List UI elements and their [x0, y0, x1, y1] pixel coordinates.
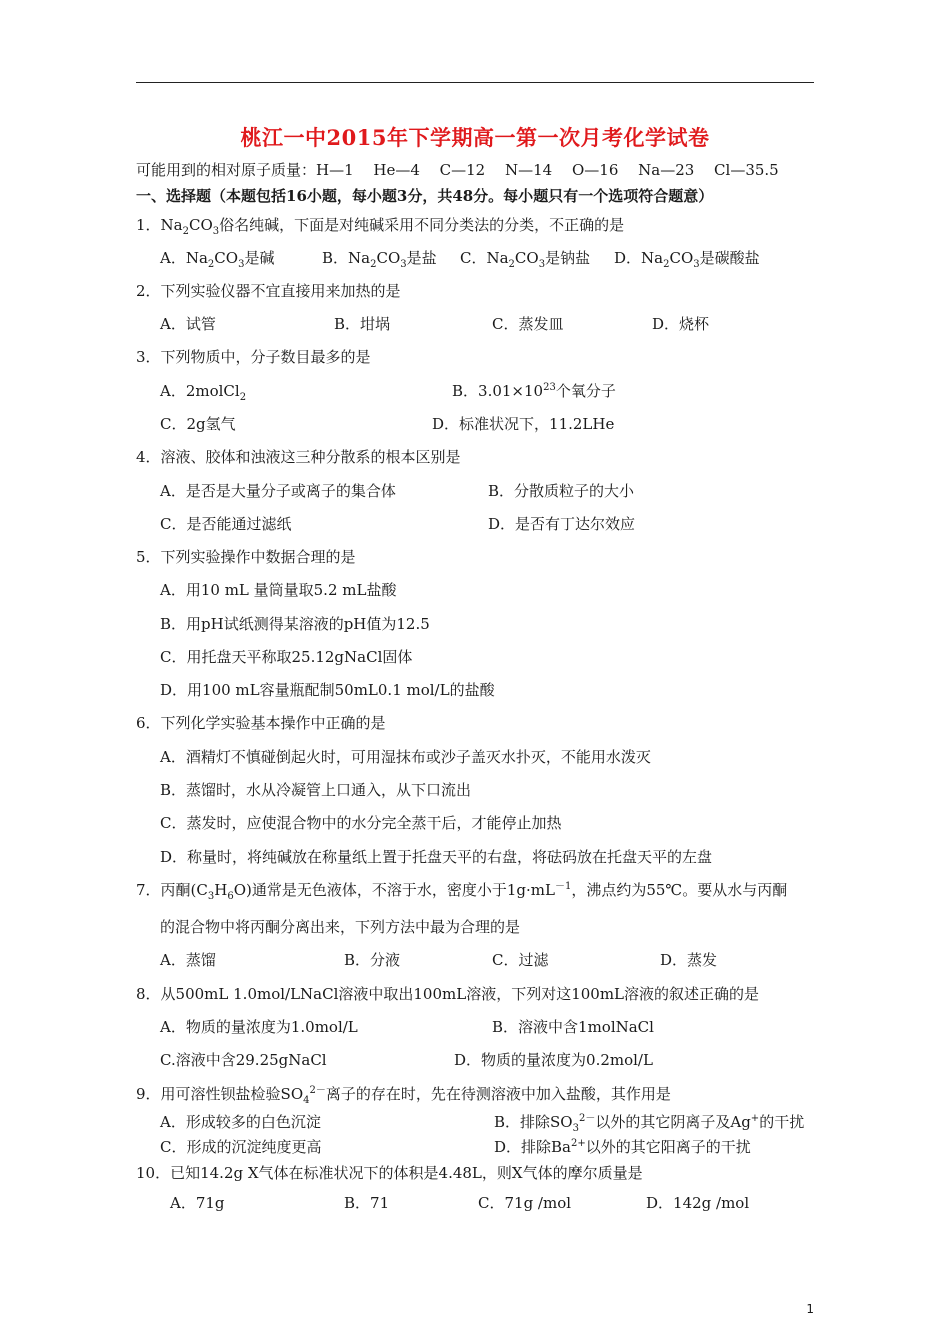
q4-option-b[interactable]: B．分散质粒子的大小 — [488, 482, 635, 500]
q6-stem: 6．下列化学实验基本操作中正确的是 — [136, 714, 386, 732]
q2-option-c[interactable]: C．蒸发皿 — [492, 315, 564, 333]
q9-stem: 9．用可溶性钡盐检验$SO_4^{2-}$离子的存在时，先在待测溶液中加入盐酸，其作用是 — [136, 1085, 671, 1106]
atomic-masses: 可能用到的相对原子质量：H—1 He—4 C—12 N—14 O—16 Na—23 Cl—35.5 — [136, 161, 779, 179]
q3-option-b[interactable]: B．$3.01\times 10^{23}$个氧分子 — [452, 382, 616, 400]
header-rule — [136, 82, 814, 83]
q6-option-b[interactable]: B．蒸馏时，水从冷凝管上口通入，从下口流出 — [160, 781, 472, 799]
q6-option-d[interactable]: D．称量时，将纯碱放在称量纸上置于托盘天平的右盘，将砝码放在托盘天平的左盘 — [160, 848, 713, 866]
q5-option-a[interactable]: A．用10 mL 量筒量取5.2 mL盐酸 — [160, 581, 397, 599]
q2-option-b[interactable]: B．坩埚 — [334, 315, 391, 333]
q8-stem: 8．从500mL 1.0mol/LNaCl溶液中取出100mL溶液，下列对这100mL溶液的叙述正确的是 — [136, 985, 760, 1003]
q1-option-c[interactable]: C．$Na_2CO_3$是钠盐 — [460, 249, 591, 270]
q4-option-d[interactable]: D．是否有丁达尔效应 — [488, 515, 636, 533]
q10-option-c[interactable]: C．71g /mol — [478, 1194, 572, 1212]
q1-stem: 1．$Na_2CO_3$俗名纯碱，下面是对纯碱采用不同分类法的分类，不正确的是 — [136, 216, 625, 237]
q10-option-a[interactable]: A．71g — [170, 1194, 225, 1212]
q7-option-c[interactable]: C．过滤 — [492, 951, 549, 969]
q6-option-c[interactable]: C．蒸发时，应使混合物中的水分完全蒸干后，才能停止加热 — [160, 814, 562, 832]
section-heading: 一、选择题（本题包括16小题，每小题3分，共48分。每小题只有一个选项符合题意） — [136, 187, 714, 205]
q8-option-b[interactable]: B．溶液中含1molNaCl — [492, 1018, 654, 1036]
q5-option-c[interactable]: C．用托盘天平称取25.12gNaCl固体 — [160, 648, 413, 666]
exam-title: 桃江一中2015年下学期高一第一次月考化学试卷 — [240, 125, 710, 150]
q9-option-d[interactable]: D．排除$Ba^{2+}$以外的其它阳离子的干扰 — [494, 1138, 751, 1156]
q3-option-a[interactable]: A．2molCl$_2$ — [160, 382, 247, 403]
q1-option-d[interactable]: D．$Na_2CO_3$是碳酸盐 — [614, 249, 760, 270]
q2-option-d[interactable]: D．烧杯 — [652, 315, 710, 333]
q5-option-d[interactable]: D．用100 mL容量瓶配制50mL0.1 mol/L的盐酸 — [160, 681, 495, 699]
q1-option-a[interactable]: A．$Na_2CO_3$是碱 — [160, 249, 275, 270]
q10-option-b[interactable]: B．71 — [344, 1194, 390, 1212]
q3-option-c[interactable]: C．2g氢气 — [160, 415, 236, 433]
q9-option-c[interactable]: C．形成的沉淀纯度更高 — [160, 1138, 322, 1156]
q3-stem: 3．下列物质中，分子数目最多的是 — [136, 348, 371, 366]
q6-option-a[interactable]: A．酒精灯不慎碰倒起火时，可用湿抹布或沙子盖灭水扑灭，不能用水泼灭 — [160, 748, 651, 766]
q3-option-d[interactable]: D．标准状况下，11.2LHe — [432, 415, 615, 433]
q4-option-c[interactable]: C．是否能通过滤纸 — [160, 515, 292, 533]
q4-stem: 4．溶液、胶体和浊液这三种分散系的根本区别是 — [136, 448, 461, 466]
q8-option-d[interactable]: D．物质的量浓度为0.2mol/L — [454, 1051, 653, 1069]
q7-option-d[interactable]: D．蒸发 — [660, 951, 718, 969]
q2-stem: 2．下列实验仪器不宜直接用来加热的是 — [136, 282, 401, 300]
q4-option-a[interactable]: A．是否是大量分子或离子的集合体 — [160, 482, 396, 500]
q7-option-a[interactable]: A．蒸馏 — [160, 951, 216, 969]
q2-option-a[interactable]: A．试管 — [160, 315, 216, 333]
q5-option-b[interactable]: B．用pH试纸测得某溶液的pH值为12.5 — [160, 615, 430, 633]
page-number: 1 — [806, 1302, 814, 1316]
q7-option-b[interactable]: B．分液 — [344, 951, 401, 969]
q5-stem: 5．下列实验操作中数据合理的是 — [136, 548, 356, 566]
q9-option-b[interactable]: B．排除$SO_3^{2-}$以外的其它阴离子及Ag+的干扰 — [494, 1113, 805, 1134]
q10-option-d[interactable]: D．142g /mol — [646, 1194, 750, 1212]
q10-stem: 10．已知14.2g X气体在标准状况下的体积是4.48L，则X气体的摩尔质量是 — [136, 1164, 643, 1182]
q1-option-b[interactable]: B．$Na_2CO_3$是盐 — [322, 249, 437, 270]
q9-option-a[interactable]: A．形成较多的白色沉淀 — [160, 1113, 321, 1131]
q8-option-c[interactable]: C.溶液中含29.25gNaCl — [160, 1051, 327, 1069]
q7-stem: 7．丙酮$(C_3H_6O)$通常是无色液体，不溶于水，密度小于$1g\cdot mL^{-1}$，沸点约为55℃。要从水与丙酮 — [136, 881, 788, 902]
q7-stem-continued: 的混合物中将丙酮分离出来，下列方法中最为合理的是 — [160, 918, 521, 936]
q8-option-a[interactable]: A．物质的量浓度为1.0mol/L — [160, 1018, 358, 1036]
